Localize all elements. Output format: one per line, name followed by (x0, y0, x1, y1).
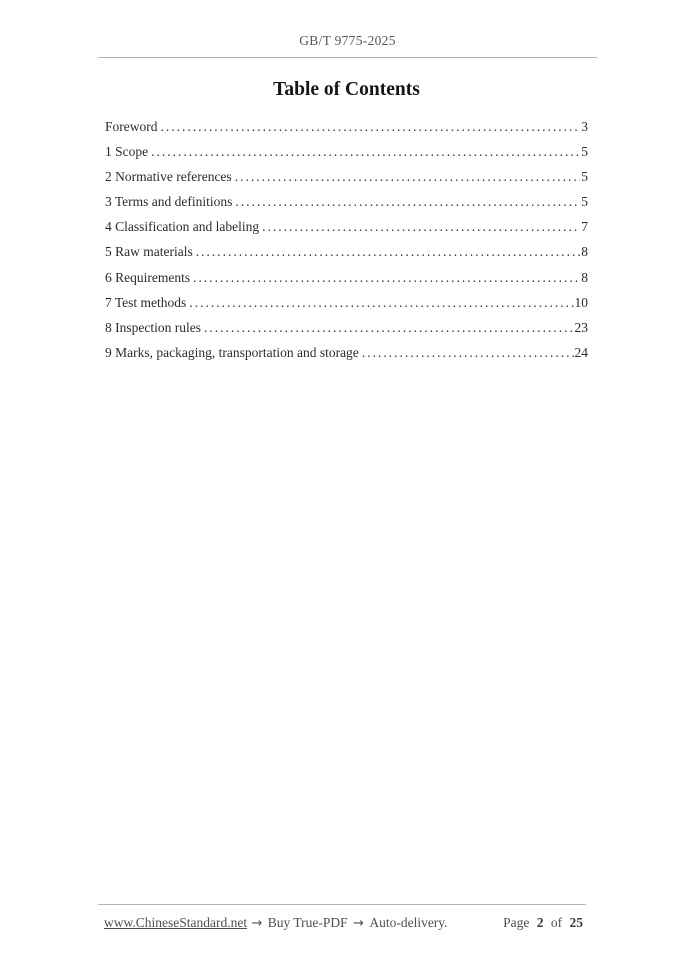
page-indicator-of: of (550, 915, 563, 930)
website-link[interactable]: www.ChineseStandard.net (104, 915, 248, 930)
toc-entry (105, 139, 588, 164)
header-divider (98, 57, 597, 58)
toc-entry-page-number: 3 (581, 119, 588, 134)
toc-entry-page-number: 5 (581, 169, 588, 185)
dot-leader (151, 139, 580, 164)
toc-entry-label: 7 Test methods (105, 294, 187, 310)
footer-buy-text: Buy True-PDF (267, 915, 348, 930)
toc-entry-page-number: 5 (581, 194, 588, 210)
page-indicator-total: 25 (569, 915, 583, 930)
toc-entry-page-number: 5 (581, 144, 588, 160)
toc-entry-page-number: 10 (574, 294, 588, 310)
footer-divider (98, 904, 586, 905)
toc-entry-label: 9 Marks, packaging, transportation and storage (105, 344, 359, 360)
toc-entry-page-number: 24 (574, 344, 588, 360)
toc-entry-label: Foreword (105, 119, 158, 134)
toc-entry-label: 1 Scope (105, 144, 149, 160)
toc-entry (105, 265, 588, 290)
toc-entry-page-number: 8 (581, 269, 588, 285)
toc-entry-label: 3 Terms and definitions (105, 194, 233, 210)
header-doc-number: GB/T 9775-2025 (299, 33, 396, 48)
dot-leader (161, 114, 581, 139)
footer-source-line (104, 915, 449, 931)
toc-entry-label: 4 Classification and labeling (105, 219, 260, 235)
toc-entry (105, 164, 588, 189)
page-indicator-current: 2 (536, 915, 544, 930)
toc-entry-page-number: 23 (574, 319, 588, 335)
toc-entry-label: 8 Inspection rules (105, 319, 201, 335)
arrow-icon: → (251, 916, 263, 931)
toc-entry-page-number: 8 (581, 244, 588, 260)
dot-leader (362, 340, 574, 365)
toc-entry (105, 290, 588, 315)
dot-leader (204, 315, 574, 340)
dot-leader (235, 189, 580, 214)
toc-entry (105, 114, 588, 139)
dot-leader (235, 164, 581, 189)
dot-leader (189, 290, 573, 315)
page-indicator (499, 915, 583, 931)
toc-entry (105, 315, 588, 340)
toc-entry-label: 2 Normative references (105, 169, 232, 185)
dot-leader (196, 239, 581, 264)
dot-leader (262, 214, 580, 239)
page-indicator-label: Page (503, 915, 530, 930)
toc-entry (105, 340, 588, 365)
arrow-icon: → (353, 916, 364, 931)
page-title: Table of Contents (273, 79, 420, 100)
toc-entry-label: 6 Requirements (105, 269, 191, 285)
toc-entry (105, 189, 588, 214)
table-of-contents (105, 114, 588, 365)
toc-entry-label: 5 Raw materials (105, 244, 193, 260)
footer (104, 915, 583, 931)
toc-entry (105, 239, 588, 264)
dot-leader (193, 265, 580, 290)
footer-delivery-text: Auto-delivery. (369, 915, 448, 930)
toc-entry-page-number: 7 (581, 219, 588, 235)
toc-entry (105, 214, 588, 239)
